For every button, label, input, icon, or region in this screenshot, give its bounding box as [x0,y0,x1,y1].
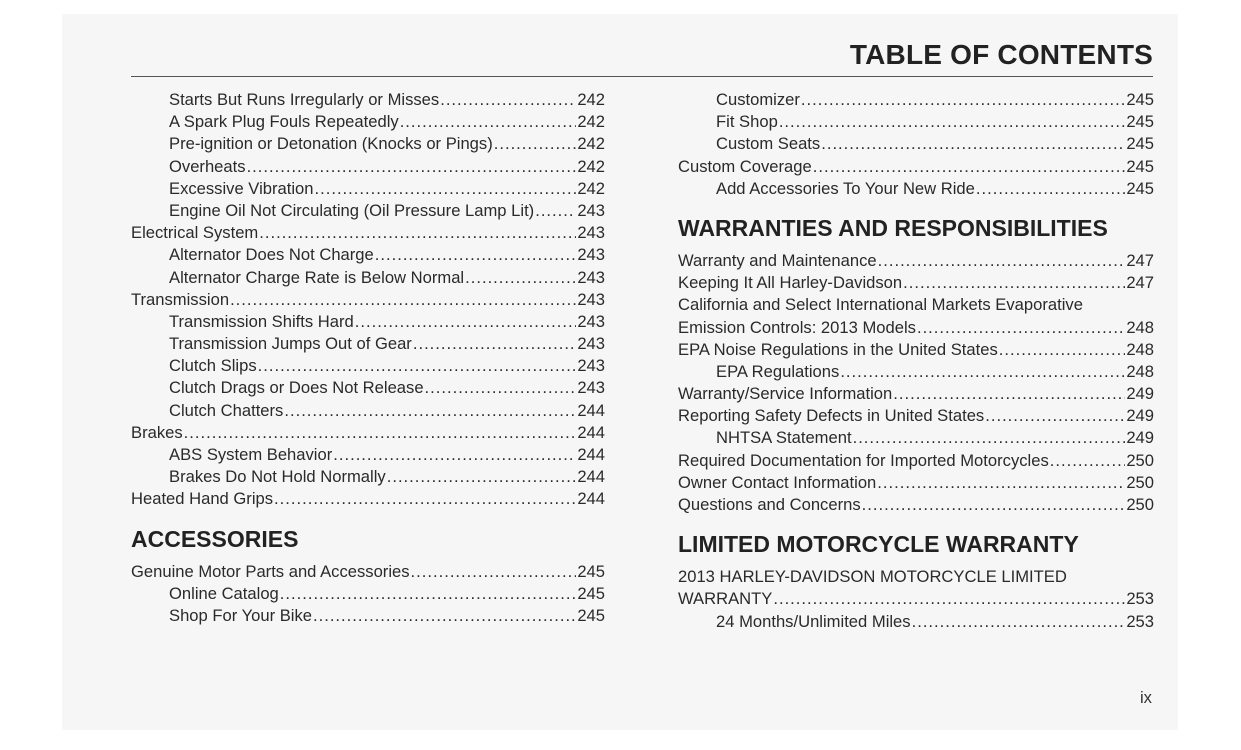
toc-entry-page: 247 [1126,273,1154,293]
toc-entry-page: 249 [1126,384,1154,404]
toc-entry[interactable] [131,111,605,133]
toc-entry[interactable] [131,244,605,266]
toc-entry-page: 243 [577,356,605,376]
toc-list [678,317,1154,517]
dot-leader [877,472,1125,494]
toc-entry-page: 249 [1126,406,1154,426]
toc-entry-page: 245 [577,605,605,625]
toc-entry-page: 245 [1126,156,1154,176]
toc-list [678,250,1154,294]
toc-entry-page: 248 [1126,339,1154,359]
dot-leader [258,355,577,377]
toc-entry-page: 243 [577,245,605,265]
dot-leader [274,488,576,510]
dot-leader [494,133,577,155]
dot-leader [535,200,576,222]
toc-entry[interactable] [678,588,1154,610]
page-title: TABLE OF CONTENTS [849,39,1153,70]
dot-leader [284,400,576,422]
toc-entry-label: Clutch Chatters [169,400,284,420]
toc-entry[interactable] [131,400,605,422]
section-heading-limited-warranty: LIMITED MOTORCYCLE WARRANTY [678,531,1079,558]
toc-entry[interactable] [678,339,1154,361]
toc-entry-page: 243 [577,334,605,354]
dot-leader [999,339,1126,361]
toc-entry[interactable] [678,405,1154,427]
toc-left-column [131,89,605,627]
dot-leader [333,444,576,466]
toc-entry-label: A Spark Plug Fouls Repeatedly [169,112,399,132]
toc-entry-page: 244 [577,422,605,442]
toc-entry-label: Clutch Drags or Does Not Release [169,378,424,398]
toc-entry[interactable] [131,178,605,200]
toc-entry-label: Custom Seats [716,134,821,154]
dot-leader [893,383,1125,405]
toc-entry[interactable] [131,289,605,311]
toc-entry[interactable] [131,200,605,222]
toc-entry-page: 243 [577,267,605,287]
toc-entry-label: Keeping It All Harley-Davidson [678,273,903,293]
toc-entry[interactable] [131,422,605,444]
toc-entry-page: 244 [577,467,605,487]
toc-entry[interactable] [678,611,1154,633]
toc-entry-page: 245 [1126,112,1154,132]
toc-entry-page: 250 [1126,450,1154,470]
dot-leader [779,111,1126,133]
dot-leader [840,361,1125,383]
toc-right-column [678,89,1154,633]
section-heading-warranties: WARRANTIES AND RESPONSIBILITIES [678,214,1108,241]
toc-entry-label: Required Documentation for Imported Motorcycles [678,450,1049,470]
toc-entry[interactable] [131,444,605,466]
toc-entry-label: Heated Hand Grips [131,489,274,509]
dot-leader [976,178,1125,200]
toc-entry[interactable] [131,605,605,627]
toc-entry-page: 245 [577,561,605,581]
toc-entry-page: 243 [577,200,605,220]
dot-leader [801,89,1125,111]
dot-leader [400,111,577,133]
toc-entry-text: California and Select International Markets Evaporative [678,295,1083,315]
toc-entry[interactable] [678,494,1154,516]
toc-entry-label: Emission Controls: 2013 Models [678,317,916,337]
page-number: ix [1140,688,1152,707]
toc-entry-label: ABS System Behavior [169,445,333,464]
dot-leader [387,466,577,488]
toc-entry[interactable] [678,178,1154,200]
toc-entry-label: Owner Contact Information [678,472,877,492]
toc-entry[interactable] [131,267,605,289]
dot-leader [355,311,577,333]
toc-entry[interactable] [678,156,1154,178]
dot-leader [280,583,577,605]
toc-entry-page: 242 [577,134,605,154]
toc-list [678,89,1154,200]
dot-leader [917,317,1125,339]
toc-entry[interactable] [678,133,1154,155]
toc-entry-label: Fit Shop [716,112,778,132]
toc-entry[interactable] [131,583,605,605]
toc-entry[interactable] [678,250,1154,272]
toc-entry-page: 243 [577,378,605,398]
toc-entry-label: Genuine Motor Parts and Accessories [131,561,410,581]
toc-entry-label: Questions and Concerns [678,495,861,514]
toc-entry-label: Warranty and Maintenance [678,250,877,270]
dot-leader [425,377,577,399]
toc-entry-page: 245 [577,583,605,603]
dot-leader [821,133,1125,155]
toc-entry-label: Pre-ignition or Detonation (Knocks or Pings) [169,134,493,154]
toc-entry-label: Starts But Runs Irregularly or Misses [169,90,440,109]
toc-entry-page: 245 [1126,134,1154,154]
toc-entry[interactable] [678,272,1154,294]
section-heading-accessories: ACCESSORIES [131,525,299,552]
toc-entry-page: 247 [1126,250,1154,270]
toc-entry-label: Alternator Does Not Charge [169,245,374,265]
toc-entry[interactable] [131,133,605,155]
toc-entry-label: EPA Regulations [716,361,840,381]
toc-entry[interactable] [131,222,605,244]
toc-entry[interactable] [131,156,605,178]
dot-leader [184,422,577,444]
dot-leader [1050,450,1126,472]
toc-list [131,561,605,628]
toc-entry-label: Excessive Vibration [169,178,314,198]
dot-leader [912,611,1126,633]
dot-leader [230,289,576,311]
dot-leader [313,605,576,627]
toc-entry-label: Customizer [716,90,800,109]
toc-entry-label: Brakes Do Not Hold Normally [169,467,386,487]
toc-entry-page: 243 [577,223,605,243]
toc-entry-label: Custom Coverage [678,156,812,176]
toc-entry-text: 2013 HARLEY-DAVIDSON MOTORCYCLE LIMITED [678,567,1067,587]
toc-entry-page: 242 [577,156,605,176]
toc-entry-page: 245 [1126,178,1154,198]
toc-entry[interactable] [678,450,1154,472]
dot-leader [878,250,1126,272]
toc-entry-label: Reporting Safety Defects in United States [678,406,985,426]
toc-entry-page: 244 [577,400,605,420]
dot-leader [440,89,576,111]
toc-entry[interactable] [678,317,1154,339]
dot-leader [853,427,1126,449]
toc-entry-page: 243 [577,289,605,309]
toc-entry-label: Transmission Jumps Out of Gear [169,334,412,354]
toc-entry-label: Transmission [131,289,230,309]
toc-list [131,89,605,511]
dot-leader [903,272,1125,294]
toc-entry-page: 250 [1126,472,1154,492]
toc-entry-page: 243 [577,311,605,331]
header-rule [131,76,1153,77]
dot-leader [813,156,1126,178]
toc-entry-label: Shop For Your Bike [169,605,312,625]
toc-entry[interactable] [131,311,605,333]
toc-entry-page: 250 [1126,495,1154,514]
dot-leader [465,267,576,289]
toc-entry[interactable] [131,89,605,111]
toc-entry-label: Online Catalog [169,583,279,603]
toc-entry-page: 253 [1126,589,1154,609]
dot-leader [985,405,1125,427]
toc-entry-page: 242 [577,90,605,109]
toc-entry-page: 253 [1126,611,1154,631]
toc-entry-label: WARRANTY [678,589,773,609]
toc-entry[interactable] [131,333,605,355]
toc-entry[interactable] [678,361,1154,383]
dot-leader [773,588,1125,610]
toc-entry-page: 248 [1126,317,1154,337]
toc-entry-label: EPA Noise Regulations in the United States [678,339,998,359]
toc-entry-label: Overheats [169,156,246,176]
toc-entry-page: 248 [1126,361,1154,381]
toc-entry[interactable] [678,472,1154,494]
toc-entry-page: 242 [577,178,605,198]
toc-list [678,588,1154,632]
toc-entry[interactable] [678,89,1154,111]
toc-entry[interactable] [678,383,1154,405]
toc-entry-label: Warranty/Service Information [678,384,893,404]
toc-entry-label: Clutch Slips [169,356,257,376]
dot-leader [315,178,577,200]
toc-entry-label: Brakes [131,422,183,442]
toc-entry[interactable] [131,355,605,377]
toc-entry-page: 244 [577,445,605,464]
dot-leader [862,494,1126,516]
toc-entry-label: Electrical System [131,223,259,243]
toc-entry-label: Add Accessories To Your New Ride [716,178,975,198]
toc-entry-page: 244 [577,489,605,509]
dot-leader [413,333,576,355]
toc-entry[interactable] [131,488,605,510]
dot-leader [411,561,577,583]
toc-entry[interactable] [131,466,605,488]
toc-entry[interactable] [678,111,1154,133]
dot-leader [247,156,577,178]
toc-entry-label: Transmission Shifts Hard [169,311,354,331]
toc-entry-label: Alternator Charge Rate is Below Normal [169,267,465,287]
toc-entry-label: NHTSA Statement [716,428,852,448]
toc-entry[interactable] [678,427,1154,449]
dot-leader [259,222,576,244]
toc-entry[interactable] [131,561,605,583]
toc-entry-page: 249 [1126,428,1154,448]
toc-entry-page: 242 [577,112,605,132]
toc-entry-label: Engine Oil Not Circulating (Oil Pressure Lamp Lit) [169,200,535,220]
toc-entry-label: 24 Months/Unlimited Miles [716,611,911,631]
toc-entry[interactable] [131,377,605,399]
toc-entry-page: 245 [1126,90,1154,109]
dot-leader [375,244,577,266]
